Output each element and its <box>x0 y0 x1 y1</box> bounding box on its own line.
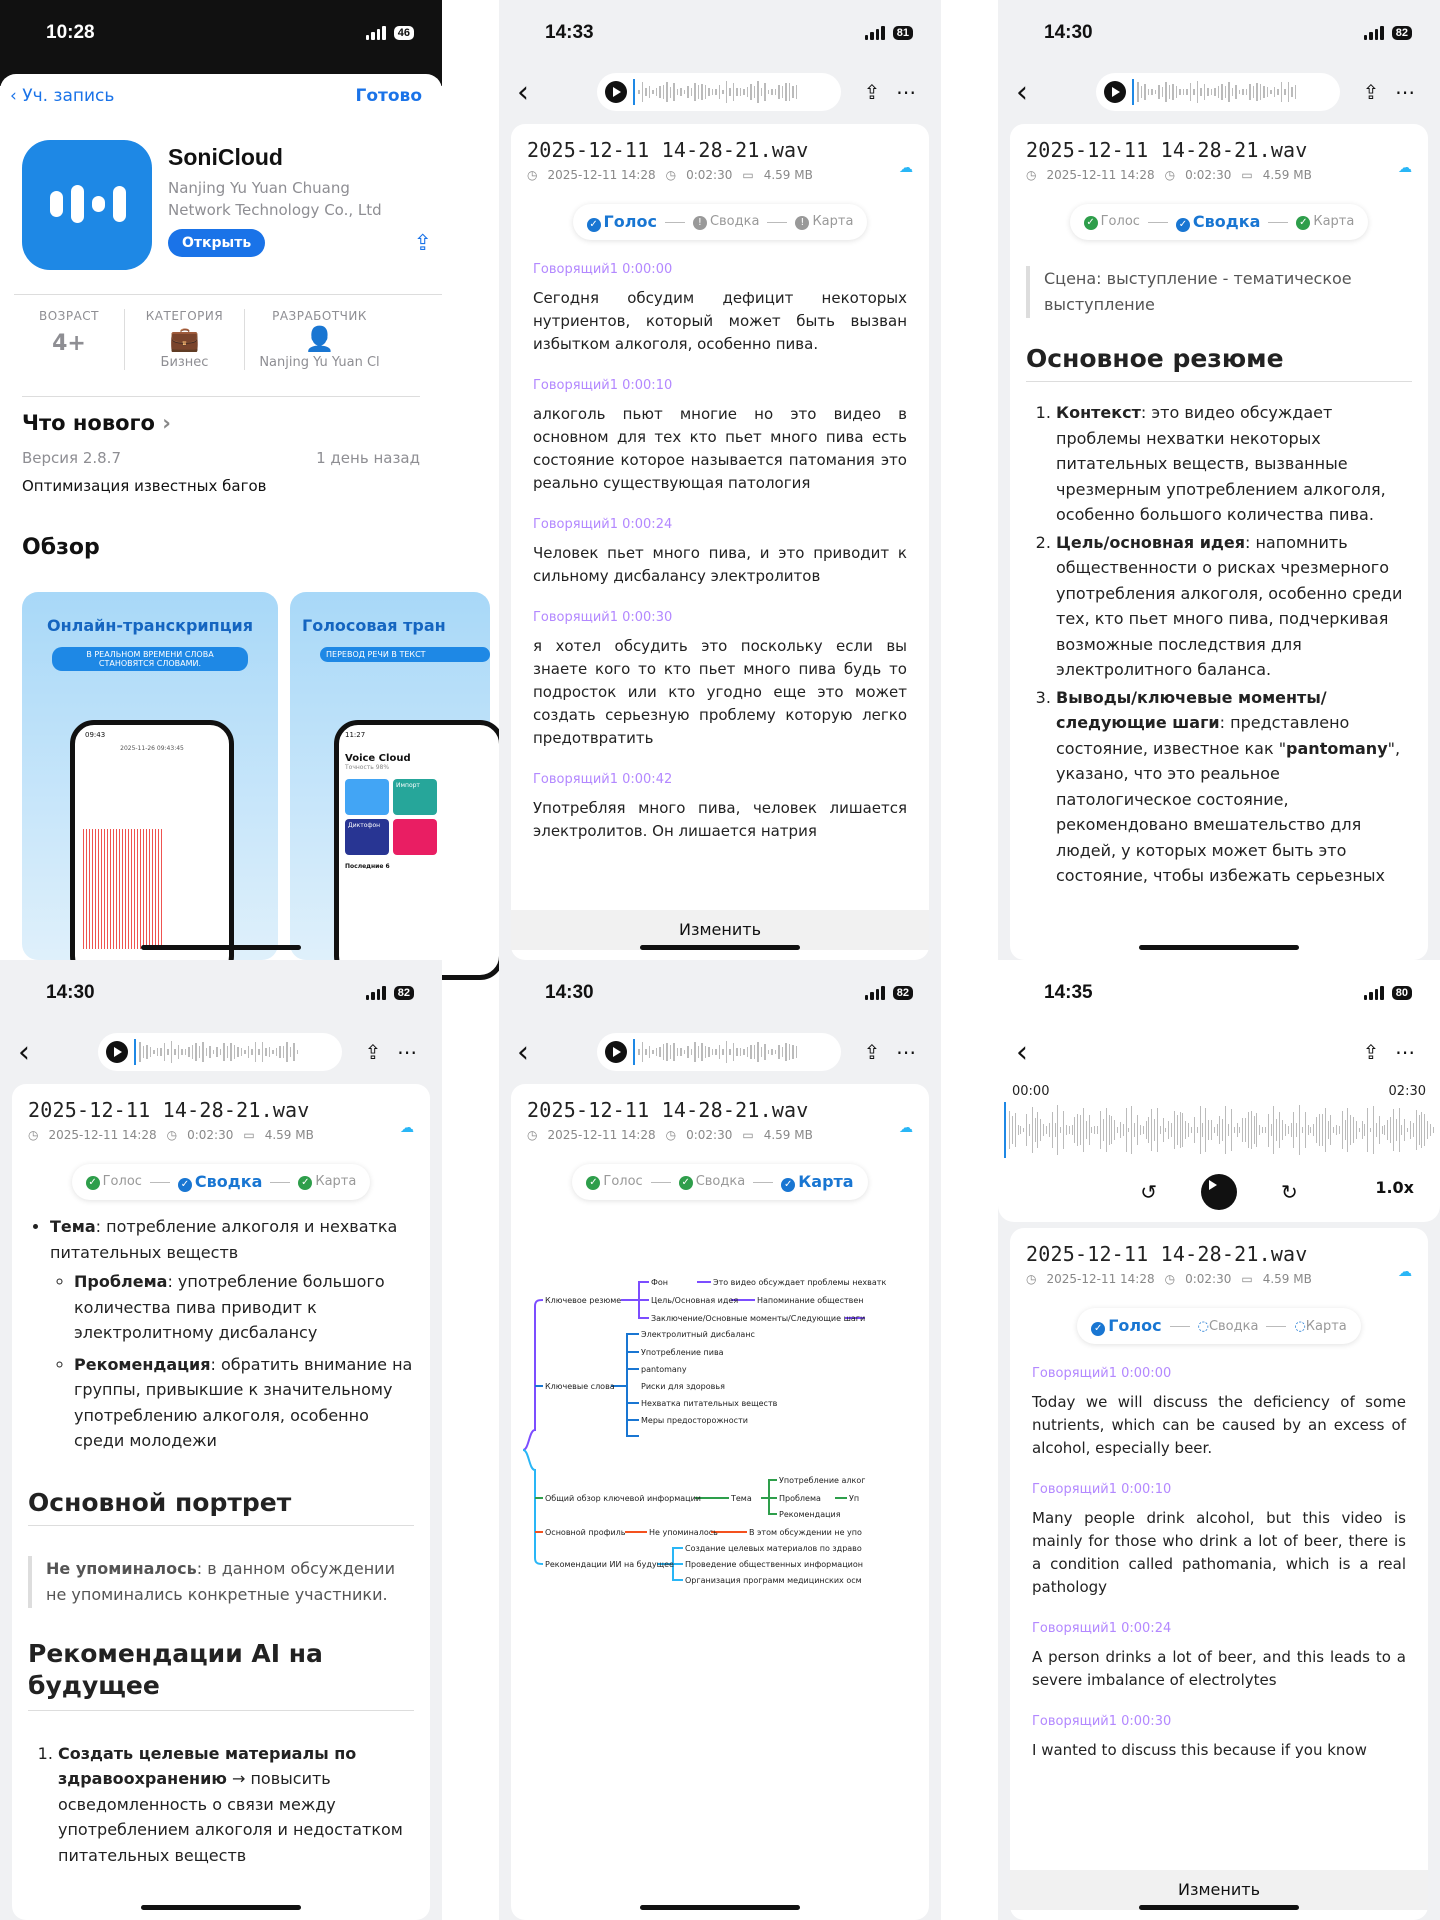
app-icon <box>22 140 152 270</box>
play-icon[interactable] <box>605 81 627 103</box>
rewind-15-icon[interactable]: ↺ <box>1140 1180 1157 1204</box>
speaker-label: Говорящий1 0:00:24 <box>533 517 673 532</box>
transcript-text: я хотел обсудить это поскольку если вы знаете кого то кто пьет много пива будь то подросток или кто угодно еще это может создать серьезную проблему которую легко предотвратить <box>533 637 907 747</box>
chevron-right-icon: › <box>162 411 171 435</box>
scene-quote: Сцена: выступление - тематическое выступление <box>1026 266 1412 318</box>
forward-15-icon[interactable]: ↻ <box>1281 1180 1298 1204</box>
screenshot-2[interactable]: Голосовая тран ПЕРЕВОД РЕЧИ В ТЕКСТ 11:27 Voice Cloud Точность 98% Импорт Диктофон Последние 6 <box>290 592 490 960</box>
summary-panel: 14:30 82 ‹ ⇪ ⋯ 2025-12-11 14-28-21.wav ◷ 2025-12-11 14:28 ◷ 0:02:30 ▭ 4.59 MB ☁ ✓ Голос ✓ Сводка ✓ Карта Сцена: выступление - тематическое выступление Основное резюме 1. Контекст: это видео обсуждает проблемы нехватки некоторых питательных веществ, вызванные чрезмерным употреблением алкоголя, особенно большого количества пива. 2. Цель/основная идея: напомнить общественности о рисках чрезмерного употребления алкоголя, особенно среди тех, кто пьет много пива, подчеркивая возможные последствия для электролитного баланса. 3. Выводы/ключевые моменты/следующие шаги: представлено состояние, известное как "pantomany", указано, что это реальное патологическое состояние, рекомендовано вмешательство для людей, у которых может быть это состояние, чтобы избежать серьезных <box>998 0 1440 960</box>
cloud-icon: ☁ <box>899 1120 913 1136</box>
step-tabs <box>72 1164 371 1200</box>
edit-button[interactable]: Изменить <box>1010 1870 1428 1910</box>
home-indicator <box>141 1905 301 1910</box>
folder-icon: ▭ <box>742 168 754 182</box>
cloud-icon: ☁ <box>1398 160 1412 176</box>
share-icon[interactable]: ⇪ <box>863 1040 881 1064</box>
svg-text:Ключевое резюме: Ключевое резюме <box>545 1296 622 1305</box>
developer-line-2: Network Technology Co., Ltd <box>168 201 382 219</box>
tab-map[interactable]: ✓ Карта <box>781 1172 853 1192</box>
chevron-left-icon: ‹ <box>10 86 23 106</box>
file-name: 2025-12-11 14-28-21.wav <box>527 138 809 162</box>
svg-text:Риски для здоровья: Риски для здоровья <box>641 1382 725 1391</box>
mini-player[interactable] <box>98 1033 342 1071</box>
speaker-label: Говорящий1 0:00:30 <box>533 610 673 625</box>
share-icon[interactable]: ⇪ <box>863 80 881 104</box>
transcript-text: Человек пьет много пива, и это приводит к сильному дисбалансу электролитов <box>533 544 907 585</box>
app-name: SoniCloud <box>168 144 283 170</box>
svg-text:pantomany: pantomany <box>641 1365 687 1374</box>
waveform[interactable] <box>134 1039 334 1065</box>
back-button[interactable]: ‹ Уч. запись <box>10 86 115 106</box>
mini-player[interactable] <box>597 1033 841 1071</box>
svg-text:Напоминание обществен: Напоминание обществен <box>757 1296 864 1305</box>
transcript-text: Сегодня обсудим дефицит некоторых нутриентов, который может быть вызван избытком алкоголя, особенно пива. <box>533 289 907 353</box>
loading-icon: ◌ <box>1197 1318 1209 1334</box>
svg-text:Не упоминалось: Не упоминалось <box>649 1528 718 1537</box>
status-bar <box>0 0 442 66</box>
share-icon[interactable]: ⇪ <box>364 1040 382 1064</box>
more-icon[interactable]: ⋯ <box>896 1040 916 1064</box>
more-icon[interactable]: ⋯ <box>896 80 916 104</box>
file-name: 2025-12-11 14-28-21.wav <box>28 1098 310 1122</box>
tab-voice[interactable]: ✓ Голос <box>86 1174 142 1190</box>
step-tabs <box>573 204 868 240</box>
cloud-icon: ☁ <box>400 1120 414 1136</box>
topic-list: • Тема: потребление алкоголя и нехватка питательных веществ ◦ Проблема: употребление большого количества пива приводит к электролитному дисбалансу ◦ Рекомендация: обратить внимание на группы, привыкшие к значительному употреблению алкоголя, особенно среди молодежи <box>28 1214 414 1454</box>
play-icon[interactable] <box>605 1041 627 1063</box>
more-icon[interactable]: ⋯ <box>1395 1040 1415 1064</box>
mini-player[interactable] <box>597 73 841 111</box>
file-name: 2025-12-11 14-28-21.wav <box>1026 138 1308 162</box>
more-icon[interactable]: ⋯ <box>397 1040 417 1064</box>
svg-text:Проведение общественных информ: Проведение общественных информацион <box>685 1560 863 1569</box>
player-panel: 14:35 80 ‹ ⇪ ⋯ 00:00 02:30 ↺ ↻ 1.0x 2025-12-11 14-28-21.wav ◷ 2025-12-11 14:28 ◷ 0:02:30 ▭ 4.59 MB ☁ ✓ Голос ◌Сводка ◌Карта Говорящий1 0:00:00 Today we will discuss the deficiency of some nutrients, which can be caused by an excess of alcohol, especially beer. Говорящий1 0:00:10 Many people drink alcohol, but this video is mainly for those who drink a lot of beer, there is a condition called pathomania, which is a real pathology Говорящий1 0:00:24 A person drinks a lot of beer, and this leads to a severe imbalance of electrolytes Говорящий1 0:00:30 I wanted to discuss this because if you know Изменить <box>998 960 1440 1920</box>
share-icon[interactable]: ⇪ <box>1362 1040 1380 1064</box>
release-date: 1 день назад <box>316 449 420 467</box>
recommendation-list: 1. Создать целевые материалы по здравоохранению → повысить осведомленность о связи между употреблением алкоголя и недостатком питательных веществ <box>28 1741 414 1869</box>
status-time: 10:28 <box>46 22 95 43</box>
time-start: 00:00 <box>1012 1084 1050 1099</box>
clock-icon: ◷ <box>527 168 538 182</box>
info-strip: ВОЗРАСТ 4+ КАТЕГОРИЯ 💼 Бизнес РАЗРАБОТЧИК 👤 Nanjing Yu Yuan Cl <box>14 294 442 370</box>
release-notes: Оптимизация известных багов <box>22 477 267 495</box>
section-heading: Рекомендации AI на будущее <box>28 1638 414 1711</box>
version: Версия 2.8.7 <box>22 449 121 467</box>
cloud-icon: ☁ <box>899 160 913 176</box>
speaker-label: Говорящий1 0:00:42 <box>533 772 673 787</box>
back-icon[interactable]: ‹ <box>1016 74 1028 110</box>
svg-text:Фон: Фон <box>651 1278 669 1287</box>
tab-voice[interactable]: ✓ Голос <box>1091 1316 1161 1336</box>
tab-summary[interactable]: ✓ Сводка <box>1176 212 1260 232</box>
summary-panel-2: 14:30 82 ‹ ⇪ ⋯ 2025-12-11 14-28-21.wav ◷ 2025-12-11 14:28 ◷ 0:02:30 ▭ 4.59 MB ☁ ✓ Голос ✓ Сводка ✓ Карта • Тема: потребление алкоголя и нехватка питательных веществ ◦ Проблема: употребление большого количества пива приводит к электролитному дисбалансу ◦ Рекомендация: обратить внимание на группы, привыкшие к значительному употреблению алкоголя, особенно среди молодежи Основной портрет Не упоминалось: в данном обсуждении не упоминались конкретные участники. Рекомендации AI на будущее 1. Создать целевые материалы по здравоохранению → повысить осведомленность о связи между употреблением алкоголя и недостатком питательных веществ <box>0 960 442 1920</box>
speaker-label: Говорящий1 0:00:00 <box>533 262 673 277</box>
done-button[interactable]: Готово <box>355 86 422 106</box>
cloud-icon: ☁ <box>1398 1264 1412 1280</box>
tab-map[interactable]: ✓ Карта <box>1296 214 1354 230</box>
home-indicator <box>1139 945 1299 950</box>
svg-text:Это видео обсуждает проблемы н: Это видео обсуждает проблемы нехватк <box>713 1278 887 1287</box>
developer-line-1: Nanjing Yu Yuan Chuang <box>168 179 350 197</box>
svg-text:Электролитный дисбаланс: Электролитный дисбаланс <box>641 1330 755 1339</box>
svg-text:Меры предосторожности: Меры предосторожности <box>641 1416 748 1425</box>
step-tabs <box>572 1164 867 1200</box>
battery-icon: 46 <box>394 26 414 40</box>
waveform[interactable] <box>633 1039 833 1065</box>
status-bar: 14:30 82 <box>0 960 442 1026</box>
back-icon[interactable]: ‹ <box>18 1034 30 1070</box>
tab-summary[interactable]: ◌Сводка <box>1197 1318 1259 1334</box>
svg-text:Тема: Тема <box>731 1494 752 1503</box>
status-bar: 14:33 81 <box>499 0 941 66</box>
svg-text:Создание целевых материалов по: Создание целевых материалов по здраво <box>685 1544 862 1553</box>
svg-text:Ключевые слова: Ключевые слова <box>545 1382 615 1391</box>
home-indicator <box>640 945 800 950</box>
svg-text:Цель/Основная идея: Цель/Основная идея <box>651 1296 739 1305</box>
summary-list: 1. Контекст: это видео обсуждает проблемы нехватки некоторых питательных веществ, вызванные чрезмерным употреблением алкоголя, особенно большого количества пива. 2. Цель/основная идея: напомнить общественности о рисках чрезмерного употребления алкоголя, особенно среди тех, кто пьет много пива, подчеркивая возможные последствия для электролитного баланса. 3. Выводы/ключевые моменты/следующие шаги: представлено состояние, известное как "pantomany", указано, что это реальное патологическое состояние, рекомендовано вмешательство для людей, у которых может быть это состояние, чтобы избежать серьезных <box>1026 400 1412 889</box>
open-button[interactable]: Открыть <box>168 229 265 257</box>
step-tabs <box>1070 204 1369 240</box>
svg-text:Рекомендация: Рекомендация <box>779 1510 841 1519</box>
back-icon[interactable]: ‹ <box>1016 1034 1028 1070</box>
status-bar: 14:35 80 <box>998 960 1440 1026</box>
tab-summary[interactable]: ✓ Сводка <box>178 1172 262 1192</box>
svg-text:Употребление пива: Употребление пива <box>641 1348 724 1357</box>
tab-voice[interactable]: ✓ Голос <box>1084 214 1140 230</box>
waveform[interactable] <box>1132 79 1332 105</box>
overview-heading: Обзор <box>22 535 100 560</box>
tab-map[interactable]: ✓ Карта <box>298 1174 356 1190</box>
transcript-panel: 14:33 81 ‹ ⇪ ⋯ 2025-12-11 14-28-21.wav ◷ 2025-12-11 14:28 ◷ 0:02:30 ▭ 4.59 MB ☁ ✓ Голос ! Сводка ! Карта Говорящий1 0:00:00 Сегодня обсудим дефицит некоторых нутриентов, который может быть вызван избытком алкоголя, особенно пива. Говорящий1 0:00:10 алкоголь пьют многие но это видео в основном для тех кто пьет много пива есть состояние которое называется патомания это реально существующая патология Говорящий1 0:00:24 Человек пьет много пива, и это приводит к сильному дисбалансу электролитов Говорящий1 0:00:30 я хотел обсудить это поскольку если вы знаете кого то кто пьет много пива будь то подросток или кто угодно еще это может создать серьезную проблему которую легко предотвратить Говорящий1 0:00:42 Употребляя много пива, человек лишается электролитов. Он лишается натрия Изменить <box>499 0 941 960</box>
mini-player[interactable] <box>1096 73 1340 111</box>
file-name: 2025-12-11 14-28-21.wav <box>527 1098 809 1122</box>
home-indicator <box>640 1905 800 1910</box>
mindmap-panel: 14:30 82 ‹ ⇪ ⋯ 2025-12-11 14-28-21.wav ◷ 2025-12-11 14:28 ◷ 0:02:30 ▭ 4.59 MB ☁ ✓ Голос ✓ Сводка ✓ Карта Ключевое резюме Фон Это видео обсуждает проблемы нехватк Цель/Основная идея Напоминание обществен Заключение/Основные моменты/Следующие шаги Ключевые слова Электролитный дисбаланс Употребление пива pantomany Риски для здоровья Нехватка питательных веществ Меры предосторожности Общий обзор ключевой информации Тема Употребление алког Проблема Рекомендация Уп Основной профиль Не упоминалось В этом обсуждении не упо Рекомендации ИИ на будущее Создание целевых материалов по здраво Проведение общественных информацион Организация программ медицинских осм <box>499 960 941 1920</box>
tab-summary[interactable]: ! Сводка <box>693 214 760 230</box>
svg-text:Общий обзор ключевой информаци: Общий обзор ключевой информации <box>545 1494 702 1503</box>
edit-button[interactable]: Изменить <box>511 910 929 950</box>
loading-icon: ◌ <box>1294 1318 1306 1334</box>
transcript-text: алкоголь пьют многие но это видео в основном для тех кто пьет много пива есть состояние которое называется патомания это реально существующая патология <box>533 405 907 492</box>
svg-text:Основной профиль: Основной профиль <box>545 1528 626 1537</box>
file-name: 2025-12-11 14-28-21.wav <box>1026 1242 1308 1266</box>
share-icon[interactable]: ⇪ <box>1362 80 1380 104</box>
section-heading: Основной портрет <box>28 1488 414 1526</box>
home-indicator <box>1139 1905 1299 1910</box>
transcript-text: Употребляя много пива, человек лишается электролитов. Он лишается натрия <box>533 799 907 840</box>
tab-summary[interactable]: ✓ Сводка <box>679 1174 746 1190</box>
speed-button[interactable]: 1.0x <box>1375 1178 1414 1197</box>
screenshot-1[interactable]: Онлайн-транскрипция В РЕАЛЬНОМ ВРЕМЕНИ СЛОВА СТАНОВЯТСЯ СЛОВАМИ. 09:43 2025-11-26 09:43:45 <box>22 592 278 960</box>
step-tabs <box>1077 1308 1361 1344</box>
status-bar: 14:30 82 <box>499 960 941 1026</box>
play-icon[interactable] <box>1104 81 1126 103</box>
timer-icon: ◷ <box>665 168 677 182</box>
waveform[interactable] <box>633 79 833 105</box>
tab-voice[interactable]: ✓ Голос <box>587 212 657 232</box>
section-heading: Основное резюме <box>1026 344 1412 382</box>
app-store-panel <box>0 0 446 960</box>
svg-text:В этом обсуждении не упо: В этом обсуждении не упо <box>749 1528 862 1537</box>
svg-text:Рекомендации ИИ на будущее: Рекомендации ИИ на будущее <box>545 1560 674 1569</box>
time-end: 02:30 <box>1388 1084 1426 1099</box>
svg-text:Заключение/Основные моменты/Сл: Заключение/Основные моменты/Следующие шаги <box>651 1314 866 1323</box>
svg-text:Употребление алког: Употребление алког <box>779 1476 866 1485</box>
tab-map[interactable]: ! Карта <box>795 214 853 230</box>
person-icon: 👤 <box>304 325 335 353</box>
share-icon[interactable]: ⇪ <box>413 230 432 256</box>
speaker-label: Говорящий1 0:00:10 <box>533 378 673 393</box>
play-button[interactable] <box>1201 1174 1237 1210</box>
whats-new-heading[interactable]: Что нового › <box>22 411 171 435</box>
home-indicator <box>141 945 301 950</box>
briefcase-icon: 💼 <box>169 325 200 353</box>
svg-text:Уп: Уп <box>849 1494 860 1503</box>
back-icon[interactable]: ‹ <box>517 74 529 110</box>
tab-voice[interactable]: ✓ Голос <box>586 1174 642 1190</box>
back-icon[interactable]: ‹ <box>517 1034 529 1070</box>
svg-text:Проблема: Проблема <box>779 1494 821 1503</box>
play-icon[interactable] <box>106 1041 128 1063</box>
svg-text:Организация программ медицинск: Организация программ медицинских осм <box>685 1576 862 1585</box>
status-bar: 14:30 82 <box>998 0 1440 66</box>
tab-map[interactable]: ◌Карта <box>1294 1318 1347 1334</box>
waveform-full[interactable] <box>1004 1102 1434 1158</box>
more-icon[interactable]: ⋯ <box>1395 80 1415 104</box>
svg-text:Нехватка питательных веществ: Нехватка питательных веществ <box>641 1399 778 1408</box>
